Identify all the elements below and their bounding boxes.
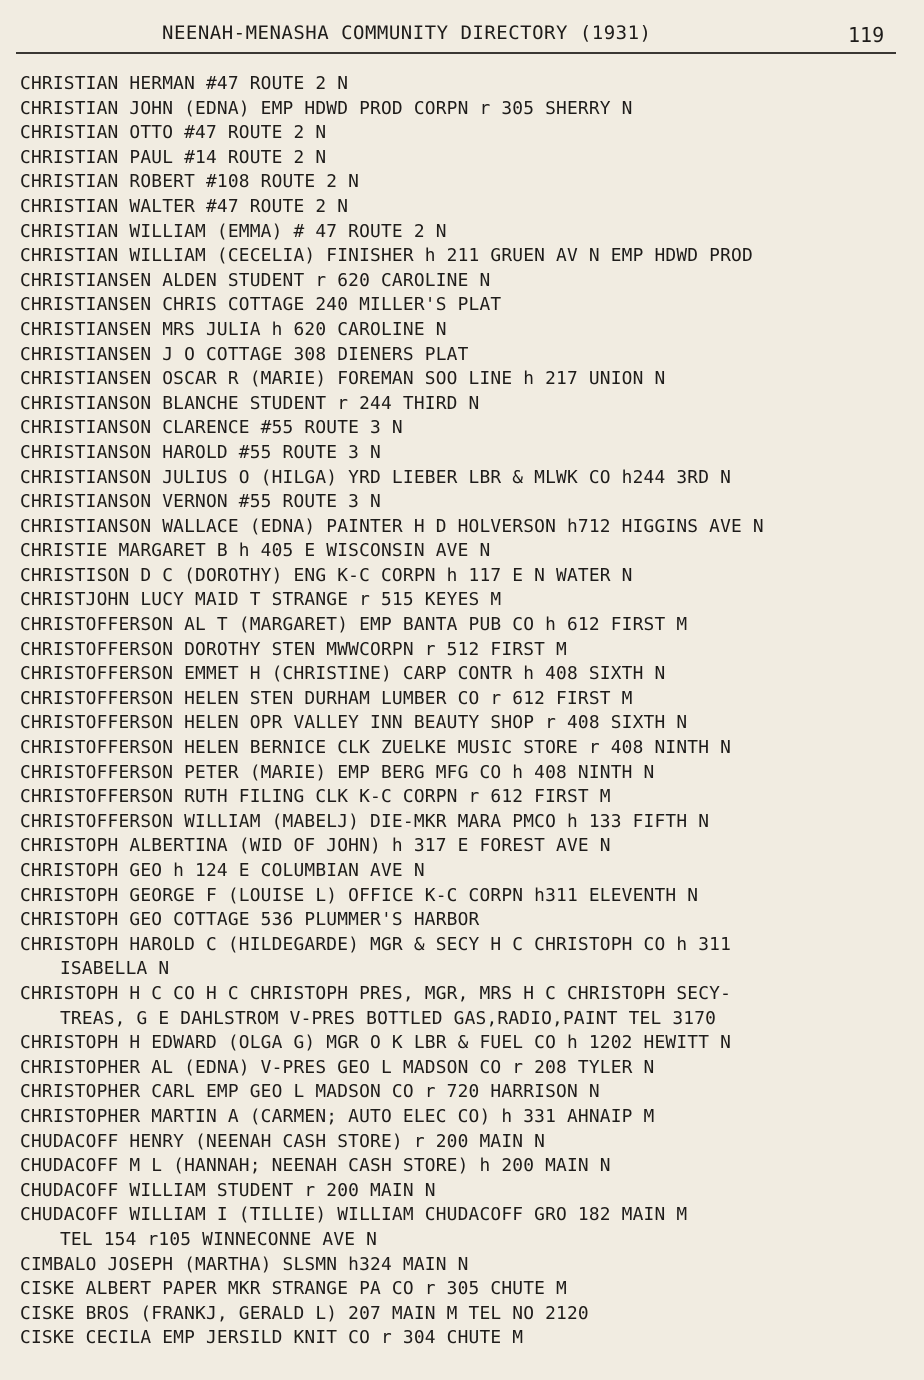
directory-entry: CHRISTIANSEN ALDEN STUDENT r 620 CAROLINE N — [20, 269, 491, 291]
directory-entry: CHRISTIAN WILLIAM (CECELIA) FINISHER h 211 GRUEN AV N EMP HDWD PROD — [20, 245, 753, 267]
directory-entry-continuation: TREAS, G E DAHLSTROM V-PRES BOTTLED GAS,RADIO,PAINT TEL 3170 — [60, 1007, 717, 1029]
directory-entry: CHRISTIAN ROBERT #108 ROUTE 2 N — [20, 171, 360, 193]
page-title: NEENAH-MENASHA COMMUNITY DIRECTORY (1931) — [162, 22, 652, 44]
directory-entry: CHRISTJOHN LUCY MAID T STRANGE r 515 KEYES M — [20, 589, 502, 611]
directory-entry: CHRISTIAN HERMAN #47 ROUTE 2 N — [20, 73, 349, 94]
directory-entry: CHRISTOFFERSON HELEN OPR VALLEY INN BEAUTY SHOP r 408 SIXTH N — [20, 712, 688, 734]
directory-entry: CHRISTIANSEN MRS JULIA h 620 CAROLINE N — [20, 318, 447, 340]
directory-entry: CHRISTOPH GEO h 124 E COLUMBIAN AVE N — [20, 860, 425, 881]
directory-entry: CISKE BROS (FRANKJ, GERALD L) 207 MAIN M TEL NO 2120 — [20, 1302, 589, 1324]
directory-entry: CHRISTOPHER MARTIN A (CARMEN; AUTO ELEC CO) h 331 AHNAIP M — [20, 1105, 655, 1127]
page-header — [0, 14, 924, 54]
directory-entry: CHRISTOFFERSON WILLIAM (MABELJ) DIE-MKR MARA PMCO h 133 FIFTH N — [20, 810, 710, 832]
directory-entry: CHUDACOFF M L (HANNAH; NEENAH CASH STORE) h 200 MAIN N — [20, 1155, 611, 1177]
directory-entry: CHRISTOFFERSON EMMET H (CHRISTINE) CARP CONTR h 408 SIXTH N — [20, 663, 666, 685]
directory-entry: CHRISTISON D C (DOROTHY) ENG K-C CORPN h 117 E N WATER N — [20, 564, 633, 586]
directory-entry: CHRISTIANSON WALLACE (EDNA) PAINTER H D HOLVERSON h712 HIGGINS AVE N — [20, 515, 764, 537]
directory-entry: CHRISTIANSON BLANCHE STUDENT r 244 THIRD N — [20, 392, 480, 414]
directory-entry: CHRISTIAN WALTER #47 ROUTE 2 N — [20, 195, 349, 217]
directory-entry: CHRISTOFFERSON RUTH FILING CLK K-C CORPN r 612 FIRST M — [20, 786, 611, 808]
directory-entry: CHRISTOPH H EDWARD (OLGA G) MGR O K LBR & FUEL CO h 1202 HEWITT N — [20, 1032, 732, 1054]
directory-entry: CHRISTIAN JOHN (EDNA) EMP HDWD PROD CORPN r 305 SHERRY N — [20, 97, 633, 119]
directory-entry: CHRISTIAN PAUL #14 ROUTE 2 N — [20, 146, 327, 168]
directory-entry: CHRISTOPH H C CO H C CHRISTOPH PRES, MGR, MRS H C CHRISTOPH SECY- — [20, 982, 732, 1004]
directory-entry: CHUDACOFF WILLIAM I (TILLIE) WILLIAM CHUDACOFF GRO 182 MAIN M — [20, 1204, 688, 1226]
directory-entry-continuation: ISABELLA N — [60, 958, 170, 980]
directory-entry: CHRISTIAN OTTO #47 ROUTE 2 N — [20, 122, 327, 144]
header-rule — [16, 52, 896, 54]
directory-entry: CHRISTIANSON VERNON #55 ROUTE 3 N — [20, 491, 381, 513]
directory-entry: CHRISTOPH GEORGE F (LOUISE L) OFFICE K-C CORPN h311 ELEVENTH N — [20, 884, 699, 906]
directory-entry: CHRISTOPH ALBERTINA (WID OF JOHN) h 317 E FOREST AVE N — [20, 835, 611, 857]
directory-entry: CHRISTIANSON CLARENCE #55 ROUTE 3 N — [20, 417, 403, 439]
directory-entry: CHRISTOPHER AL (EDNA) V-PRES GEO L MADSON CO r 208 TYLER N — [20, 1056, 655, 1078]
directory-entry-continuation: TEL 154 r105 WINNECONNE AVE N — [60, 1228, 378, 1250]
directory-entry: CISKE ALBERT PAPER MKR STRANGE PA CO r 305 CHUTE M — [20, 1278, 567, 1300]
directory-entry: CHRISTOPHER CARL EMP GEO L MADSON CO r 720 HARRISON N — [20, 1081, 600, 1103]
directory-entry: CHRISTOFFERSON PETER (MARIE) EMP BERG MFG CO h 408 NINTH N — [20, 761, 655, 783]
directory-entry: CHRISTOPH GEO COTTAGE 536 PLUMMER'S HARBOR — [20, 909, 480, 931]
directory-entry: CHRISTOFFERSON HELEN STEN DURHAM LUMBER CO r 612 FIRST M — [20, 687, 633, 709]
directory-entry: CHRISTIANSEN J O COTTAGE 308 DIENERS PLAT — [20, 343, 469, 365]
directory-entries — [0, 72, 924, 1351]
directory-entry: CHUDACOFF HENRY (NEENAH CASH STORE) r 200 MAIN N — [20, 1130, 546, 1152]
directory-entry: CIMBALO JOSEPH (MARTHA) SLSMN h324 MAIN N — [20, 1253, 469, 1275]
directory-entry: CHRISTIE MARGARET B h 405 E WISCONSIN AVE N — [20, 540, 491, 562]
directory-entry: CHRISTIANSON HAROLD #55 ROUTE 3 N — [20, 441, 381, 463]
directory-entry: CHRISTOFFERSON DOROTHY STEN MWWCORPN r 512 FIRST M — [20, 638, 567, 660]
directory-entry: CHRISTOFFERSON AL T (MARGARET) EMP BANTA PUB CO h 612 FIRST M — [20, 614, 688, 636]
directory-entry: CHRISTOPH HAROLD C (HILDEGARDE) MGR & SECY H C CHRISTOPH CO h 311 — [20, 933, 732, 955]
directory-entry: CHRISTIAN WILLIAM (EMMA) # 47 ROUTE 2 N — [20, 220, 447, 242]
directory-entry: CISKE CECILA EMP JERSILD KNIT CO r 304 CHUTE M — [20, 1327, 524, 1349]
directory-entry: CHRISTIANSEN OSCAR R (MARIE) FOREMAN SOO LINE h 217 UNION N — [20, 368, 666, 390]
directory-entry: CHRISTIANSEN CHRIS COTTAGE 240 MILLER'S PLAT — [20, 294, 502, 316]
directory-entry: CHUDACOFF WILLIAM STUDENT r 200 MAIN N — [20, 1179, 436, 1201]
directory-entry: CHRISTIANSON JULIUS O (HILGA) YRD LIEBER LBR & MLWK CO h244 3RD N — [20, 466, 732, 488]
directory-entry: CHRISTOFFERSON HELEN BERNICE CLK ZUELKE MUSIC STORE r 408 NINTH N — [20, 737, 732, 759]
page-number: 119 — [848, 23, 885, 47]
